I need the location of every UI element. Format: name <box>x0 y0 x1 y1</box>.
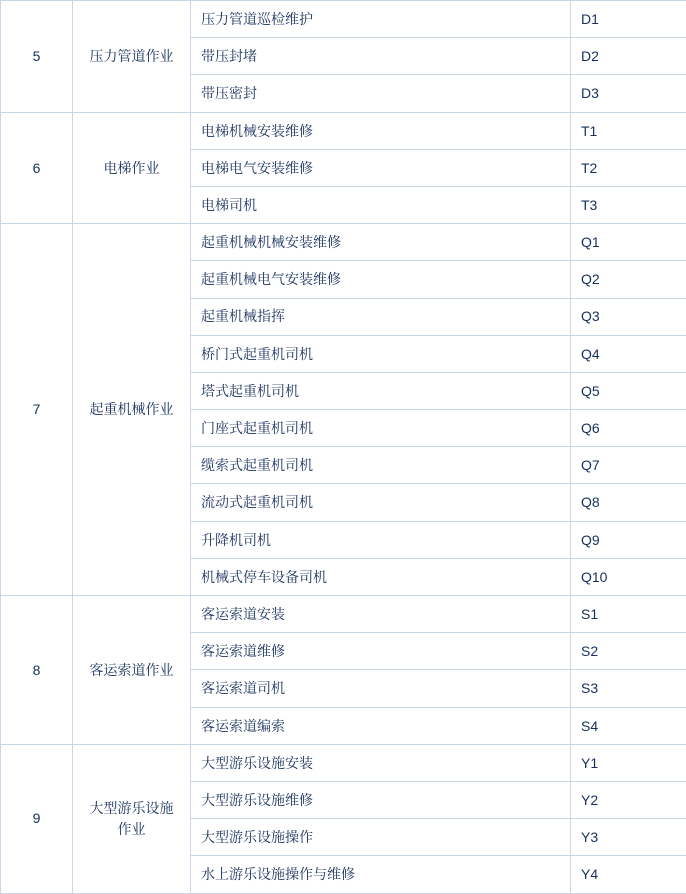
item-code: Q4 <box>571 335 686 372</box>
item-name: 带压密封 <box>191 75 571 112</box>
item-name: 带压封堵 <box>191 38 571 75</box>
group-number: 8 <box>1 596 73 745</box>
item-code: Q5 <box>571 372 686 409</box>
item-name: 大型游乐设施操作 <box>191 819 571 856</box>
item-code: D2 <box>571 38 686 75</box>
group-number: 7 <box>1 224 73 596</box>
table-row <box>1 224 686 261</box>
item-code: S3 <box>571 670 686 707</box>
item-code: Y4 <box>571 856 686 893</box>
group-number: 6 <box>1 112 73 224</box>
item-name: 客运索道维修 <box>191 633 571 670</box>
item-name: 客运索道司机 <box>191 670 571 707</box>
item-code: Q8 <box>571 484 686 521</box>
group-category: 客运索道作业 <box>73 596 191 745</box>
item-code: Q6 <box>571 410 686 447</box>
item-code: Y3 <box>571 819 686 856</box>
item-code: D3 <box>571 75 686 112</box>
group-number: 5 <box>1 1 73 113</box>
item-name: 门座式起重机司机 <box>191 410 571 447</box>
item-code: Q3 <box>571 298 686 335</box>
table-row <box>1 1 686 38</box>
item-name: 大型游乐设施维修 <box>191 781 571 818</box>
item-code: T2 <box>571 149 686 186</box>
item-name: 电梯电气安装维修 <box>191 149 571 186</box>
item-name: 起重机械指挥 <box>191 298 571 335</box>
item-code: Q7 <box>571 447 686 484</box>
item-code: Q10 <box>571 558 686 595</box>
item-name: 压力管道巡检维护 <box>191 1 571 38</box>
item-code: D1 <box>571 1 686 38</box>
item-name: 升降机司机 <box>191 521 571 558</box>
group-category: 电梯作业 <box>73 112 191 224</box>
item-name: 客运索道编索 <box>191 707 571 744</box>
item-name: 起重机械电气安装维修 <box>191 261 571 298</box>
item-name: 电梯机械安装维修 <box>191 112 571 149</box>
item-name: 流动式起重机司机 <box>191 484 571 521</box>
item-code: Y1 <box>571 744 686 781</box>
item-code: Q2 <box>571 261 686 298</box>
group-category: 压力管道作业 <box>73 1 191 113</box>
item-code: T1 <box>571 112 686 149</box>
item-name: 缆索式起重机司机 <box>191 447 571 484</box>
item-name: 塔式起重机司机 <box>191 372 571 409</box>
item-name: 机械式停车设备司机 <box>191 558 571 595</box>
item-code: S1 <box>571 596 686 633</box>
item-name: 大型游乐设施安装 <box>191 744 571 781</box>
item-code: Y2 <box>571 781 686 818</box>
table-row <box>1 744 686 781</box>
item-name: 客运索道安装 <box>191 596 571 633</box>
item-code: S4 <box>571 707 686 744</box>
item-name: 水上游乐设施操作与维修 <box>191 856 571 893</box>
group-category: 起重机械作业 <box>73 224 191 596</box>
item-code: S2 <box>571 633 686 670</box>
item-code: Q9 <box>571 521 686 558</box>
item-code: Q1 <box>571 224 686 261</box>
item-name: 起重机械机械安装维修 <box>191 224 571 261</box>
group-number: 9 <box>1 744 73 893</box>
item-name: 桥门式起重机司机 <box>191 335 571 372</box>
table-row <box>1 112 686 149</box>
item-code: T3 <box>571 186 686 223</box>
group-category: 大型游乐设施作业 <box>73 744 191 893</box>
table-row <box>1 596 686 633</box>
item-name: 电梯司机 <box>191 186 571 223</box>
